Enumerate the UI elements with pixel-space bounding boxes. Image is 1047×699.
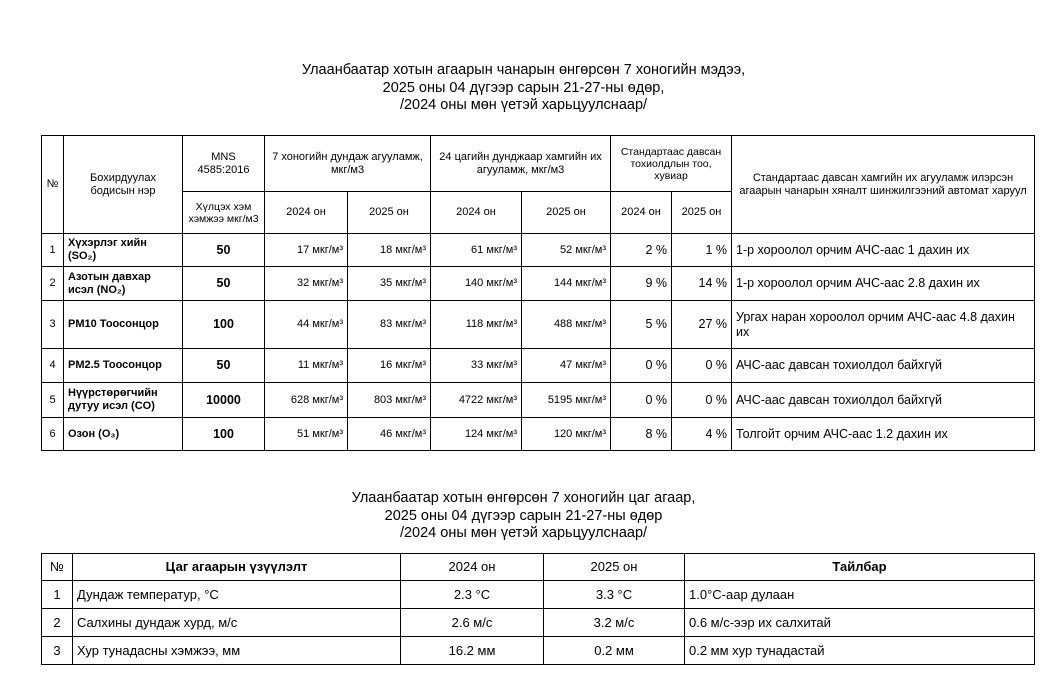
table-row (42, 267, 1035, 301)
weather-row-2025: 0.2 мм (544, 637, 685, 665)
weather-row-2024: 2.6 м/с (401, 609, 544, 637)
weather-row-2024: 2.3 °C (401, 581, 544, 609)
weather-row-note: 0.2 мм хур тунадастай (685, 637, 1035, 665)
row-max-2024: 61 мкг/м³ (431, 234, 522, 267)
row-no: 3 (42, 301, 64, 349)
row-avg-2025: 803 мкг/м³ (348, 383, 431, 418)
row-max-2025: 52 мкг/м³ (522, 234, 611, 267)
row-avg-2024: 51 мкг/м³ (265, 418, 348, 451)
row-limit: 50 (183, 267, 265, 301)
row-no: 5 (42, 383, 64, 418)
header-max-2024: 2024 он (431, 192, 522, 234)
table-row (42, 418, 1035, 451)
row-exceed-2025: 27 % (672, 301, 732, 349)
weather-title-line2: 2025 оны 04 дүгээр сарын 21-27-ны өдөр (384, 507, 663, 524)
row-exceed-2024: 2 % (611, 234, 672, 267)
row-station: АЧС-аас давсан тохиолдол байхгүй (732, 349, 1035, 383)
weather-header-note: Тайлбар (685, 554, 1035, 581)
row-station: АЧС-аас давсан тохиолдол байхгүй (732, 383, 1035, 418)
row-avg-2024: 17 мкг/м³ (265, 234, 348, 267)
row-max-2024: 124 мкг/м³ (431, 418, 522, 451)
header-avg7: 7 хоногийн дундаж агууламж, мкг/м3 (265, 136, 431, 192)
header-exceed: Стандартаас давсан тохиолдлын тоо, хувиар (611, 136, 732, 192)
table-row (42, 234, 1035, 267)
row-limit: 100 (183, 301, 265, 349)
row-no: 6 (42, 418, 64, 451)
row-exceed-2025: 0 % (672, 383, 732, 418)
row-exceed-2025: 1 % (672, 234, 732, 267)
row-exceed-2025: 14 % (672, 267, 732, 301)
row-exceed-2024: 0 % (611, 349, 672, 383)
air-quality-table (41, 135, 1035, 451)
row-max-2025: 47 мкг/м³ (522, 349, 611, 383)
header-max-2025: 2025 он (522, 192, 611, 234)
row-max-2024: 4722 мкг/м³ (431, 383, 522, 418)
header-limit: Хүлцэх хэм хэмжээ мкг/м3 (183, 192, 265, 234)
row-limit: 100 (183, 418, 265, 451)
row-avg-2024: 44 мкг/м³ (265, 301, 348, 349)
row-no: 4 (42, 349, 64, 383)
table-row (42, 383, 1035, 418)
row-exceed-2024: 8 % (611, 418, 672, 451)
row-substance: PM2.5 Тоосонцор (64, 349, 183, 383)
row-avg-2024: 11 мкг/м³ (265, 349, 348, 383)
row-avg-2025: 83 мкг/м³ (348, 301, 431, 349)
row-substance: Озон (O₃) (64, 418, 183, 451)
header-max24: 24 цагийн дунджаар хамгийн их агууламж, мкг/м3 (431, 136, 611, 192)
row-substance: PM10 Тоосонцор (64, 301, 183, 349)
row-exceed-2025: 0 % (672, 349, 732, 383)
header-station: Стандартаас давсан хамгийн их агууламж илэрсэн агаарын чанарын хяналт шинжилгээний автомат харуул (732, 136, 1035, 234)
row-max-2025: 120 мкг/м³ (522, 418, 611, 451)
row-avg-2025: 16 мкг/м³ (348, 349, 431, 383)
header-avg-2025: 2025 он (348, 192, 431, 234)
weather-title-line3: /2024 оны мөн үетэй харьцуулснаар/ (399, 525, 648, 541)
row-substance: Азотын давхар исэл (NO₂) (64, 267, 183, 301)
weather-row-2025: 3.3 °C (544, 581, 685, 609)
header-exceed-2025: 2025 он (672, 192, 732, 234)
weather-row-no: 2 (42, 609, 73, 637)
row-substance: Нүүрстөрөгчийн дутуу исэл (CO) (64, 383, 183, 418)
row-limit: 50 (183, 349, 265, 383)
weather-header-indicator: Цаг агаарын үзүүлэлт (73, 554, 401, 581)
air-quality-title-line2: 2025 оны 04 дүгээр сарын 21-27-ны өдөр, (382, 79, 665, 96)
row-avg-2024: 628 мкг/м³ (265, 383, 348, 418)
table-row (42, 301, 1035, 349)
header-substance: Бохирдуулах бодисын нэр (64, 136, 183, 234)
table-row (42, 637, 1035, 665)
air-quality-title-line1: Улаанбаатар хотын агаарын чанарын өнгөрсөн 7 хоногийн мэдээ, (301, 62, 746, 78)
row-exceed-2024: 5 % (611, 301, 672, 349)
weather-title (0, 490, 1047, 543)
weather-row-2025: 3.2 м/с (544, 609, 685, 637)
row-no: 1 (42, 234, 64, 267)
air-quality-title-line3: /2024 оны мөн үетэй харьцуулснаар/ (399, 97, 648, 113)
table-row (42, 349, 1035, 383)
row-max-2025: 144 мкг/м³ (522, 267, 611, 301)
table-row (42, 581, 1035, 609)
row-substance: Хүхэрлэг хийн (SO₂) (64, 234, 183, 267)
weather-row-note: 0.6 м/с-ээр их салхитай (685, 609, 1035, 637)
row-station: Ургах наран хороолол орчим АЧС-аас 4.8 дахин их (732, 301, 1035, 349)
weather-table (41, 553, 1035, 665)
header-no: № (42, 136, 64, 234)
row-avg-2025: 35 мкг/м³ (348, 267, 431, 301)
weather-row-indicator: Салхины дундаж хурд, м/с (73, 609, 401, 637)
row-max-2024: 140 мкг/м³ (431, 267, 522, 301)
row-max-2024: 33 мкг/м³ (431, 349, 522, 383)
row-limit: 10000 (183, 383, 265, 418)
row-avg-2025: 46 мкг/м³ (348, 418, 431, 451)
row-exceed-2025: 4 % (672, 418, 732, 451)
row-no: 2 (42, 267, 64, 301)
weather-row-note: 1.0°С-аар дулаан (685, 581, 1035, 609)
row-avg-2025: 18 мкг/м³ (348, 234, 431, 267)
row-station: 1-р хороолол орчим АЧС-аас 2.8 дахин их (732, 267, 1035, 301)
weather-title-line1: Улаанбаатар хотын өнгөрсөн 7 хоногийн цаг агаар, (351, 490, 696, 506)
weather-header-2025: 2025 он (544, 554, 685, 581)
row-max-2024: 118 мкг/м³ (431, 301, 522, 349)
row-exceed-2024: 9 % (611, 267, 672, 301)
weather-row-no: 1 (42, 581, 73, 609)
row-exceed-2024: 0 % (611, 383, 672, 418)
air-quality-title (0, 62, 1047, 115)
weather-row-2024: 16.2 мм (401, 637, 544, 665)
row-max-2025: 5195 мкг/м³ (522, 383, 611, 418)
weather-row-no: 3 (42, 637, 73, 665)
row-station: 1-р хороолол орчим АЧС-аас 1 дахин их (732, 234, 1035, 267)
weather-row-indicator: Хур тунадасны хэмжээ, мм (73, 637, 401, 665)
table-row (42, 609, 1035, 637)
row-avg-2024: 32 мкг/м³ (265, 267, 348, 301)
weather-row-indicator: Дундаж температур, °C (73, 581, 401, 609)
row-station: Толгойт орчим АЧС-аас 1.2 дахин их (732, 418, 1035, 451)
header-mns: MNS 4585:2016 (183, 136, 265, 192)
weather-header-2024: 2024 он (401, 554, 544, 581)
header-avg-2024: 2024 он (265, 192, 348, 234)
row-limit: 50 (183, 234, 265, 267)
weather-header-no: № (42, 554, 73, 581)
row-max-2025: 488 мкг/м³ (522, 301, 611, 349)
header-exceed-2024: 2024 он (611, 192, 672, 234)
